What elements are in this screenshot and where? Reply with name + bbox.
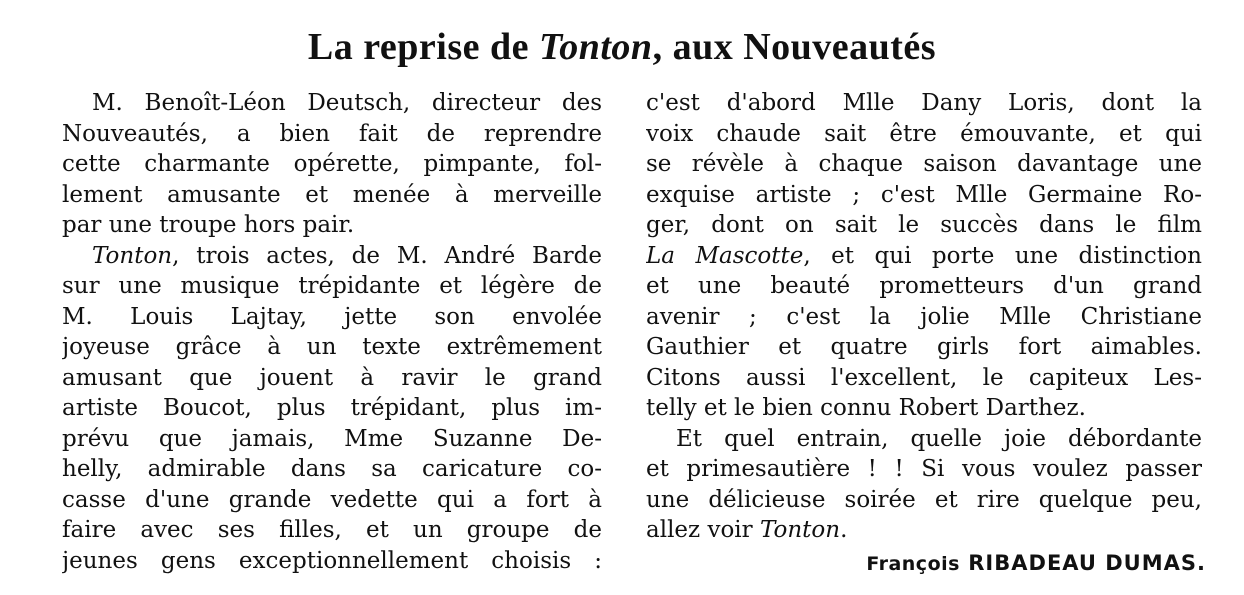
text-line-rest: , trois actes, de M. André Barde	[172, 242, 602, 269]
title-play-name: Tonton	[539, 26, 653, 68]
text-line: M. Benoît-Léon Deutsch, directeur des	[92, 90, 602, 116]
text-line: helly, admirable dans sa caricature co-	[62, 456, 602, 482]
play-name-italic: Tonton	[92, 242, 173, 269]
text-line-rest: , et qui porte une distinction	[803, 242, 1202, 269]
text-line: Et quel entrain, quelle joie débordante	[676, 425, 1202, 452]
author-signature	[866, 548, 1206, 579]
text-line	[646, 515, 1202, 546]
text-line: jeunes gens exceptionnellement choisis :	[62, 547, 602, 574]
signature-last-name: RIBADEAU DUMAS.	[968, 551, 1206, 575]
text-line: prévu que jamais, Mme Suzanne De-	[62, 425, 602, 452]
text-line: et une beauté prometteurs d'un grand	[646, 273, 1202, 299]
text-line: Gauthier et quatre girls fort aimables.	[646, 334, 1202, 360]
text-line: et primesautière ! ! Si vous voulez passer	[646, 456, 1202, 482]
text-line	[62, 241, 602, 272]
text-line: telly et le bien connu Robert Darthez.	[646, 395, 1086, 421]
play-name-italic: Tonton	[759, 517, 841, 543]
text-line: cette charmante opérette, pimpante, fol-	[62, 151, 602, 177]
left-column	[62, 88, 602, 576]
text-line-start: allez voir	[646, 517, 760, 543]
text-line: lement amusante et menée à merveille	[62, 181, 602, 208]
text-line: par une troupe hors pair.	[62, 212, 355, 238]
article-title	[0, 22, 1244, 72]
text-line-end: .	[840, 517, 848, 543]
text-line: M. Louis Lajtay, jette son envolée	[62, 303, 602, 330]
text-line: casse d'une grande vedette qui a fort à	[62, 486, 602, 513]
title-suffix: , aux Nouveautés	[652, 26, 937, 68]
film-title-italic: La Mascotte	[646, 242, 804, 269]
text-line: voix chaude sait être émouvante, et qui	[646, 120, 1202, 147]
text-line	[646, 241, 1202, 272]
text-line: Nouveautés, a bien fait de reprendre	[62, 120, 602, 147]
text-line: exquise artiste ; c'est Mlle Germaine Ro-	[646, 181, 1202, 208]
text-line: ger, dont on sait le succès dans le film	[646, 212, 1202, 238]
title-prefix: La reprise de	[307, 26, 539, 68]
text-line: amusant que jouent à ravir le grand	[62, 364, 602, 391]
text-line: artiste Boucot, plus trépidant, plus im-	[62, 395, 602, 421]
text-line: c'est d'abord Mlle Dany Loris, dont la	[646, 90, 1202, 116]
text-line: sur une musique trépidante et légère de	[62, 273, 602, 299]
text-line: avenir ; c'est la jolie Mlle Christiane	[646, 303, 1202, 330]
right-column	[646, 88, 1202, 546]
signature-first-name: François	[866, 553, 960, 575]
text-line: une délicieuse soirée et rire quelque peu,	[646, 486, 1202, 513]
text-line: joyeuse grâce à un texte extrêmement	[62, 334, 602, 360]
text-line: faire avec ses filles, et un groupe de	[62, 517, 602, 543]
text-line: Citons aussi l'excellent, le capiteux Les-	[646, 364, 1202, 391]
text-line: se révèle à chaque saison davantage une	[646, 151, 1202, 177]
